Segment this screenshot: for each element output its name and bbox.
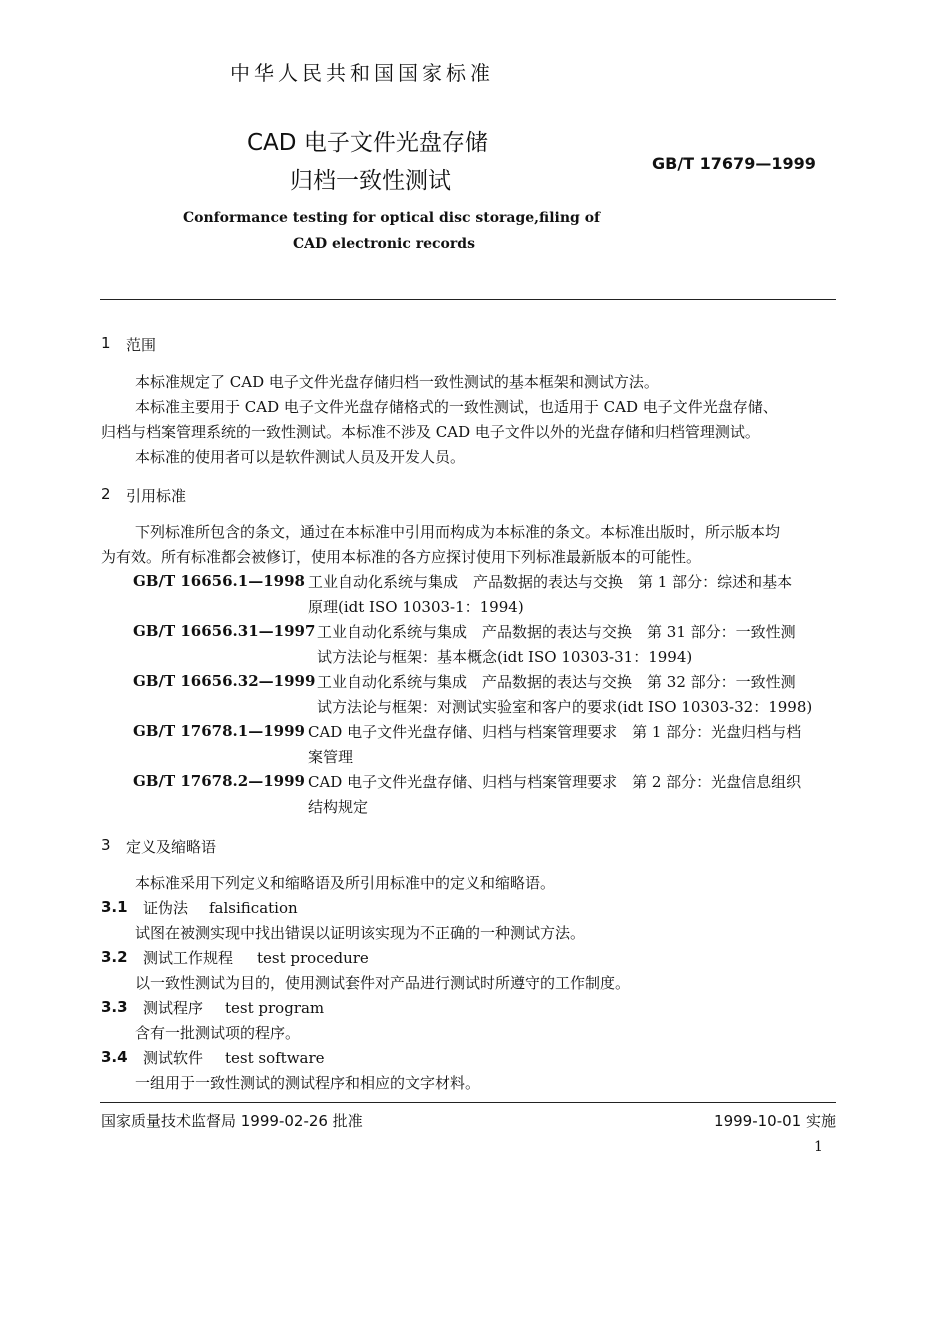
reference-title-line-1: CAD 电子文件光盘存储、归档与档案管理要求 第 2 部分：光盘信息组织 xyxy=(308,773,802,791)
section-1-heading: 范围 xyxy=(126,336,157,354)
section-2-heading: 引用标准 xyxy=(126,487,187,505)
definition-term-en: test program xyxy=(225,999,325,1017)
definition-term-cn: 测试工作规程 xyxy=(143,949,234,967)
section-1-paragraph-2-line-1: 本标准主要用于 CAD 电子文件光盘存储格式的一致性测试，也适用于 CAD 电子文件光盘存储、 xyxy=(135,398,778,416)
reference-code: GB/T 17678.1—1999 xyxy=(133,722,305,740)
definition-term-en: test procedure xyxy=(257,949,369,967)
reference-title-line-1: 工业自动化系统与集成 产品数据的表达与交换 第 32 部分：一致性测 xyxy=(317,673,796,691)
definition-number: 3.1 xyxy=(101,898,128,916)
implementation-date: 1999-10-01 实施 xyxy=(714,1112,836,1130)
definition-term-cn: 测试软件 xyxy=(143,1049,204,1067)
reference-title-line-2: 结构规定 xyxy=(308,798,369,816)
national-standard-label: 中华人民共和国国家标准 xyxy=(230,61,494,85)
section-1-paragraph-3: 本标准的使用者可以是软件测试人员及开发人员。 xyxy=(135,448,466,466)
reference-title-line-2: 试方法论与框架：对测试实验室和客户的要求(idt ISO 10303-32：1998) xyxy=(317,698,813,716)
definition-term-cn: 证伪法 xyxy=(143,899,189,917)
section-2-intro-line-2: 为有效。所有标准都会被修订，使用本标准的各方应探讨使用下列标准最新版本的可能性。 xyxy=(101,548,702,566)
reference-code: GB/T 16656.31—1997 xyxy=(133,622,316,640)
header-divider xyxy=(100,299,836,300)
footer-divider xyxy=(100,1102,836,1103)
section-3-heading: 定义及缩略语 xyxy=(126,838,217,856)
reference-code: GB/T 16656.1—1998 xyxy=(133,572,305,590)
definition-number: 3.3 xyxy=(101,998,128,1016)
reference-title-line-1: 工业自动化系统与集成 产品数据的表达与交换 第 31 部分：一致性测 xyxy=(317,623,796,641)
english-title-line2: CAD electronic records xyxy=(293,236,475,252)
reference-code: GB/T 17678.2—1999 xyxy=(133,772,305,790)
definition-description: 以一致性测试为目的，使用测试套件对产品进行测试时所遵守的工作制度。 xyxy=(135,974,631,992)
section-2-intro-line-1: 下列标准所包含的条文，通过在本标准中引用而构成为本标准的条文。本标准出版时，所示版本均 xyxy=(135,523,781,541)
section-1-number: 1 xyxy=(101,334,111,352)
section-1-paragraph-2-line-2: 归档与档案管理系统的一致性测试。本标准不涉及 CAD 电子文件以外的光盘存储和归档管理测试。 xyxy=(101,423,760,441)
definition-term-en: falsification xyxy=(209,899,298,917)
reference-title-line-1: 工业自动化系统与集成 产品数据的表达与交换 第 1 部分：综述和基本 xyxy=(308,573,793,591)
reference-title-line-2: 原理(idt ISO 10303-1：1994) xyxy=(308,598,524,616)
document-title-line2: 归档一致性测试 xyxy=(290,168,451,194)
approval-info: 国家质量技术监督局 1999-02-26 批准 xyxy=(101,1112,363,1130)
definition-description: 含有一批测试项的程序。 xyxy=(135,1024,301,1042)
reference-title-line-1: CAD 电子文件光盘存储、归档与档案管理要求 第 1 部分：光盘归档与档 xyxy=(308,723,802,741)
section-1-paragraph-1: 本标准规定了 CAD 电子文件光盘存储归档一致性测试的基本框架和测试方法。 xyxy=(135,373,659,391)
definition-description: 一组用于一致性测试的测试程序和相应的文字材料。 xyxy=(135,1074,481,1092)
page-number: 1 xyxy=(814,1139,823,1155)
section-3-number: 3 xyxy=(101,836,111,854)
section-2-number: 2 xyxy=(101,485,111,503)
standard-code: GB/T 17679—1999 xyxy=(652,154,816,173)
definition-term-en: test software xyxy=(225,1049,325,1067)
definition-number: 3.2 xyxy=(101,948,128,966)
reference-title-line-2: 案管理 xyxy=(308,748,354,766)
definition-description: 试图在被测实现中找出错误以证明该实现为不正确的一种测试方法。 xyxy=(135,924,586,942)
document-title-line1: CAD 电子文件光盘存储 xyxy=(247,130,488,156)
section-3-intro: 本标准采用下列定义和缩略语及所引用标准中的定义和缩略语。 xyxy=(135,874,556,892)
english-title-line1: Conformance testing for optical disc storage,filing of xyxy=(183,210,601,226)
reference-code: GB/T 16656.32—1999 xyxy=(133,672,316,690)
definition-term-cn: 测试程序 xyxy=(143,999,204,1017)
reference-title-line-2: 试方法论与框架：基本概念(idt ISO 10303-31：1994) xyxy=(317,648,693,666)
definition-number: 3.4 xyxy=(101,1048,128,1066)
